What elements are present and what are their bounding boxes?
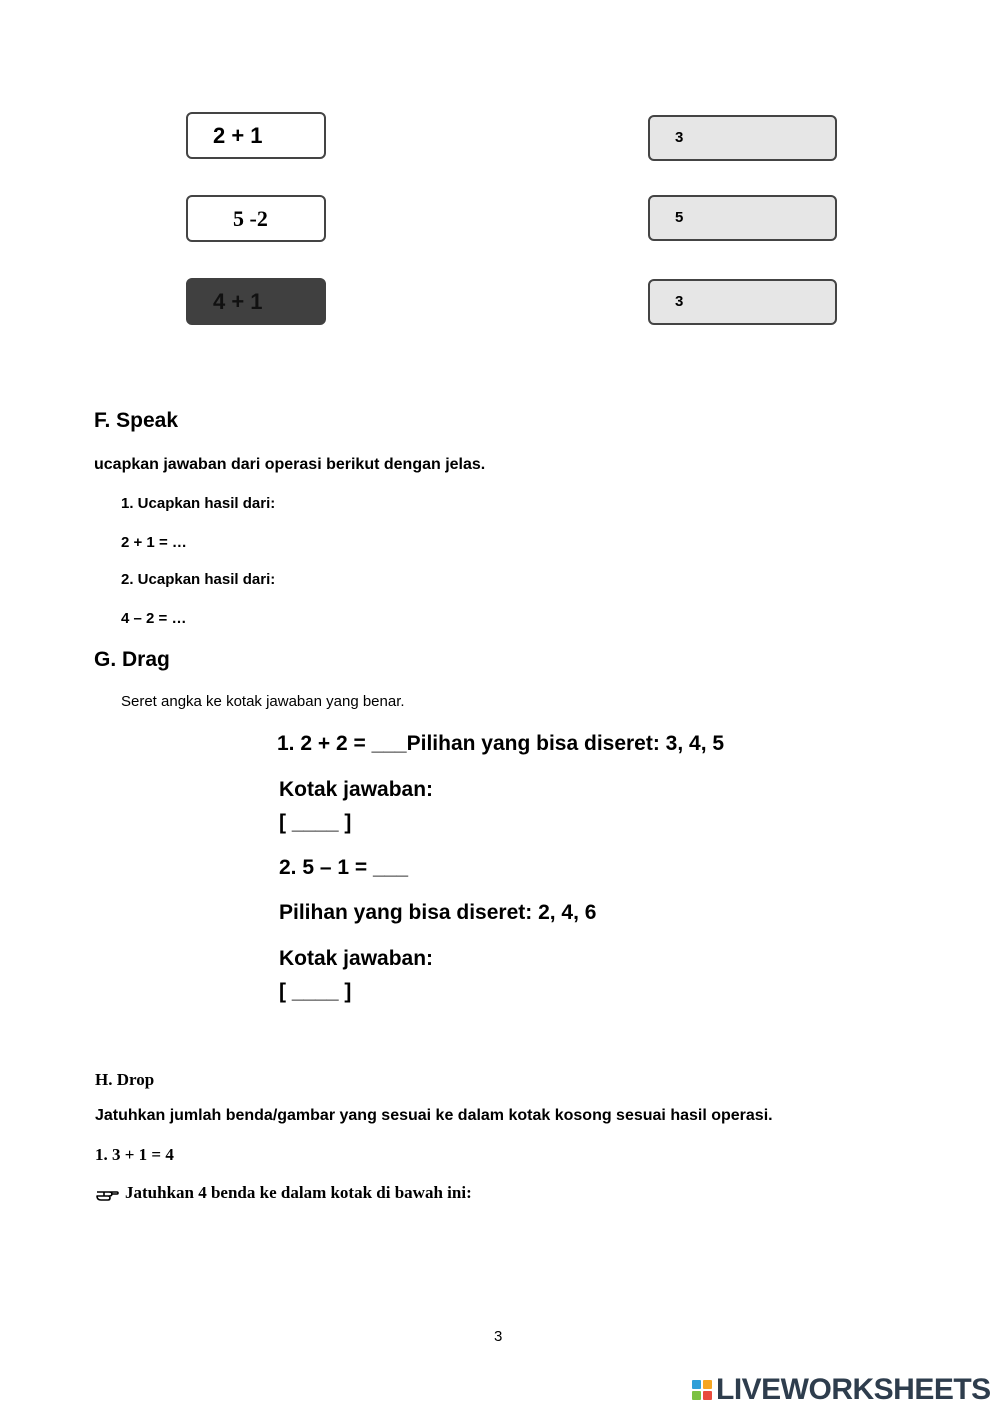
- section-f-instruction: ucapkan jawaban dari operasi berikut dengan jelas.: [94, 456, 486, 473]
- section-f-q2-expr: 4 – 2 = …: [121, 610, 187, 627]
- match-left-2-label: 5 -2: [233, 206, 268, 231]
- section-g-q2-options: Pilihan yang bisa diseret: 2, 4, 6: [279, 901, 597, 924]
- match-right-1[interactable]: [648, 115, 837, 161]
- section-g-q1-line: 1. 2 + 2 = ___Pilihan yang bisa diseret: 3, 4, 5: [277, 732, 725, 755]
- section-f-q1-expr: 2 + 1 = …: [121, 534, 187, 551]
- section-f-q2-label: 2. Ucapkan hasil dari:: [121, 571, 276, 588]
- section-h-q1-hint: Jatuhkan 4 benda ke dalam kotak di bawah ini:: [125, 1183, 472, 1202]
- match-left-1-label: 2 + 1: [213, 123, 263, 148]
- section-f-q1-label: 1. Ucapkan hasil dari:: [121, 495, 276, 512]
- match-right-3[interactable]: [648, 279, 837, 325]
- section-h-q1: 1. 3 + 1 = 4: [95, 1145, 174, 1164]
- section-h-title: H. Drop: [95, 1070, 155, 1089]
- section-h-instruction: Jatuhkan jumlah benda/gambar yang sesuai ke dalam kotak kosong sesuai hasil operasi.: [95, 1107, 773, 1124]
- section-h-q1-hint-row: [95, 1183, 472, 1203]
- section-g-q2-box-label: Kotak jawaban:: [279, 947, 434, 970]
- match-right-2[interactable]: [648, 195, 837, 241]
- page-number: 3: [494, 1328, 503, 1345]
- match-right-2-label: 5: [675, 209, 684, 226]
- section-g-q1-box-label: Kotak jawaban:: [279, 778, 434, 801]
- match-right-3-label: 3: [675, 293, 684, 310]
- logo-text: LIVEWORKSHEETS: [716, 1373, 991, 1406]
- section-f-title: F. Speak: [94, 409, 179, 432]
- logo-mark-icon: [692, 1380, 712, 1400]
- match-left-1[interactable]: [186, 112, 326, 159]
- section-g-title: G. Drag: [94, 648, 170, 671]
- section-g-instruction: Seret angka ke kotak jawaban yang benar.: [121, 693, 405, 710]
- match-left-3[interactable]: [186, 278, 326, 325]
- match-right-1-label: 3: [675, 129, 684, 146]
- section-g-q2-line: 2. 5 – 1 = ___: [279, 856, 409, 879]
- pointing-hand-icon: [95, 1183, 119, 1203]
- liveworksheets-logo: [692, 1372, 991, 1408]
- section-g-q2-answer-box[interactable]: [ ____ ]: [279, 980, 352, 1003]
- match-left-3-label: 4 + 1: [213, 289, 263, 314]
- section-g-q1-answer-box[interactable]: [ ____ ]: [279, 811, 352, 834]
- match-left-2[interactable]: [186, 195, 326, 242]
